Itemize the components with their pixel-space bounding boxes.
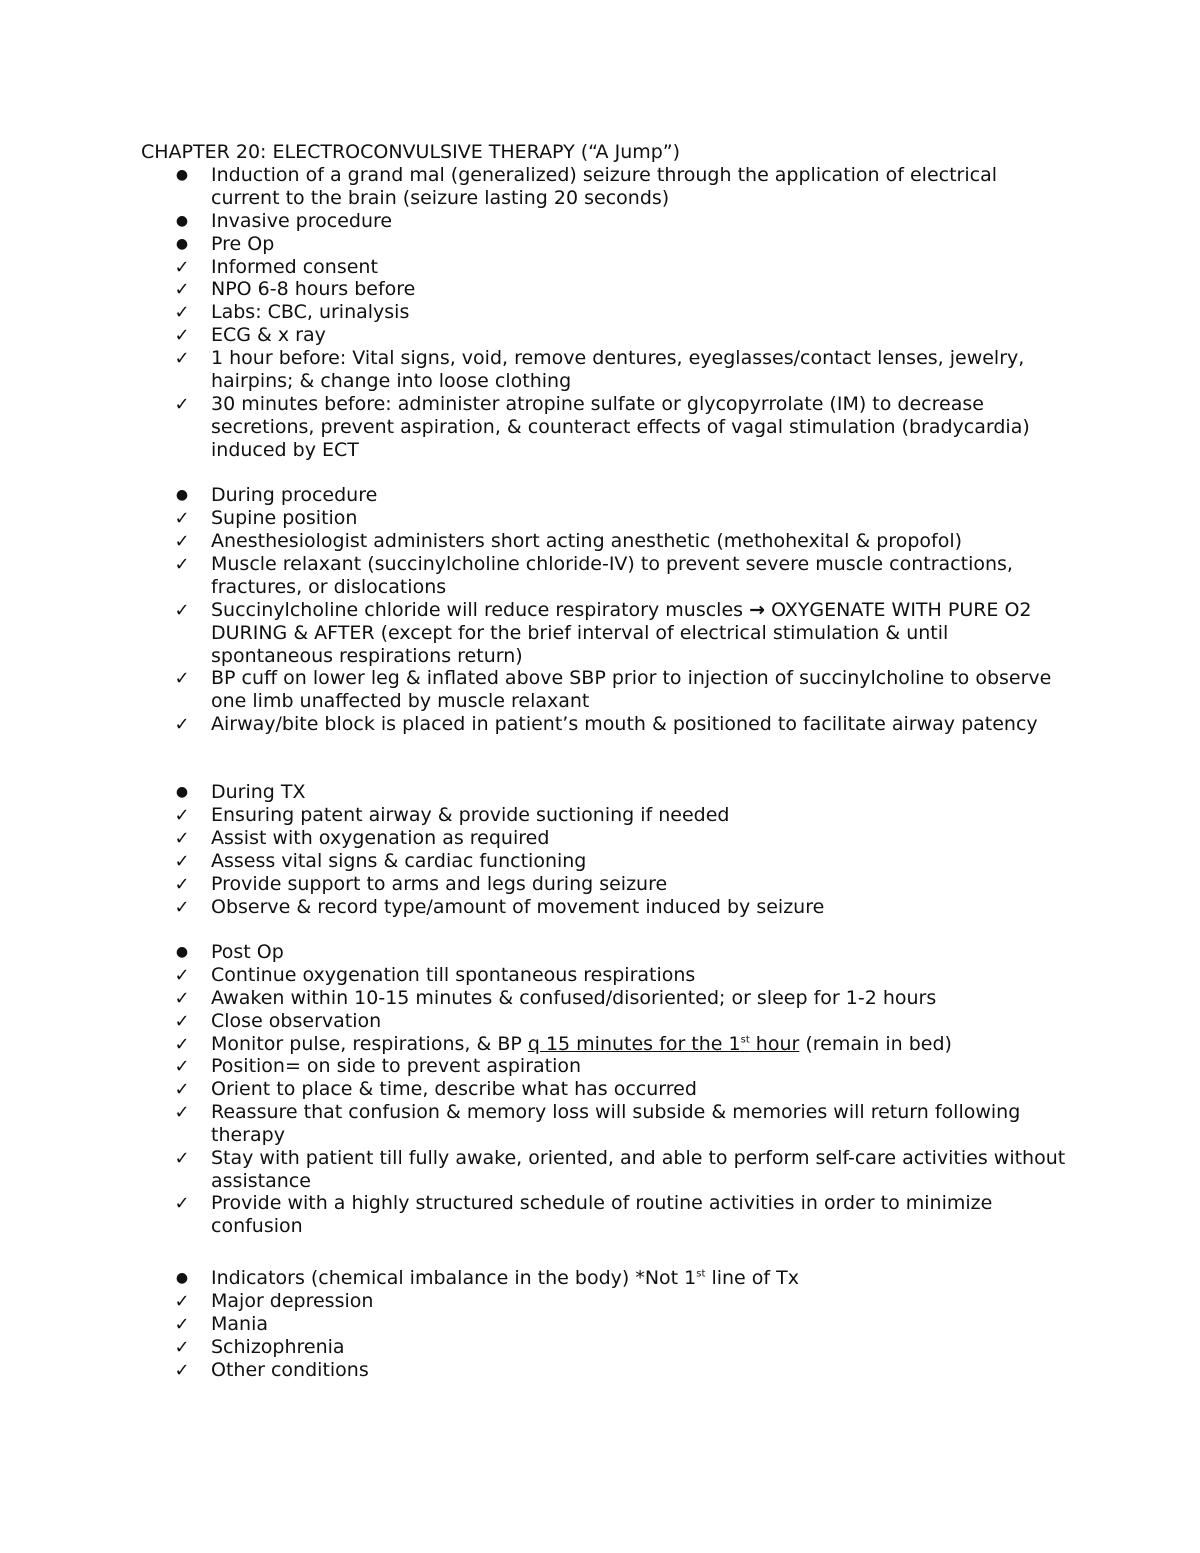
bullet-icon: ● [175,487,189,503]
bullet-icon: ● [175,236,189,252]
checkmark-icon: ✓ [174,851,190,872]
item-text [211,599,1071,668]
item-text [211,1267,1071,1290]
item-text-part: (remain in bed) [805,1033,952,1055]
checkmark-icon: ✓ [174,805,190,826]
checkmark-icon: ✓ [174,508,190,529]
bullet-icon: ● [175,167,189,183]
item-text: Major depression [211,1290,374,1312]
checkmark-icon: ✓ [174,1079,190,1100]
ordinal-suffix: st [696,1268,706,1280]
bullet-icon: ● [175,944,189,960]
checkmark-icon: ✓ [174,828,190,849]
item-text-part: Indicators (chemical imbalance in the body) *Not 1 [211,1267,697,1289]
checkmark-icon: ✓ [174,897,190,918]
checkmark-icon: ✓ [174,279,190,300]
item-text: Mania [211,1313,268,1335]
item-text: Reassure that confusion & memory loss will subside & memories will return following therapy [211,1101,1021,1146]
chapter-title: CHAPTER 20: ELECTROCONVULSIVE THERAPY (“A Jump”) [141,141,681,163]
item-text: Supine position [211,507,358,529]
item-text: Post Op [211,941,284,963]
checkmark-icon: ✓ [174,1056,190,1077]
item-text: BP cuff on lower leg & inflated above SBP prior to injection of succinylcholine to observe one limb unaffected by muscle relaxant [211,667,1052,712]
item-text: Invasive procedure [211,210,393,232]
checkmark-icon: ✓ [174,302,190,323]
item-text: Awaken within 10-15 minutes & confused/disoriented; or sleep for 1-2 hours [211,987,937,1009]
checkmark-icon: ✓ [174,325,190,346]
bullet-icon: ● [175,1270,189,1286]
item-text: Provide support to arms and legs during seizure [211,873,668,895]
checkmark-icon: ✓ [174,531,190,552]
checkmark-icon: ✓ [174,1360,190,1381]
checkmark-icon: ✓ [174,714,190,735]
checkmark-icon: ✓ [174,600,190,621]
item-text: Muscle relaxant (succinylcholine chloride-IV) to prevent severe muscle contractions, fractures, or dislocations [211,553,1013,598]
item-text: Informed consent [211,256,378,278]
item-text: Orient to place & time, describe what has occurred [211,1078,697,1100]
checkmark-icon: ✓ [174,554,190,575]
item-text: Assess vital signs & cardiac functioning [211,850,587,872]
ordinal-suffix: st [740,1034,750,1046]
item-text: ECG & x ray [211,324,326,346]
checkmark-icon: ✓ [174,1337,190,1358]
item-text: Labs: CBC, urinalysis [211,301,410,323]
checkmark-icon: ✓ [174,874,190,895]
item-text: Induction of a grand mal (generalized) seizure through the application of electrical current to the brain (seizure lasting 20 seconds) [211,164,998,209]
item-text: Position= on side to prevent aspiration [211,1055,582,1077]
item-text-part: Succinylcholine chloride will reduce respiratory muscles [211,599,744,621]
checkmark-icon: ✓ [174,348,190,369]
checkmark-icon: ✓ [174,1102,190,1123]
right-arrow-icon: → [749,599,766,621]
bullet-icon: ● [175,213,189,229]
item-text-part: line of Tx [711,1267,799,1289]
bullet-icon: ● [175,784,189,800]
item-text: Anesthesiologist administers short acting anesthetic (methohexital & propofol) [211,530,963,552]
item-text-part: Monitor pulse, respirations, & BP [211,1033,522,1055]
underlined-text [528,1033,799,1055]
item-text: Provide with a highly structured schedule of routine activities in order to minimize confusion [211,1192,993,1237]
checkmark-icon: ✓ [174,1148,190,1169]
item-text-part: q 15 minutes for the 1 [527,1033,741,1055]
checkmark-icon: ✓ [174,965,190,986]
checkmark-icon: ✓ [174,1291,190,1312]
item-text: Close observation [211,1010,382,1032]
item-text: Other conditions [211,1359,369,1381]
item-text: Assist with oxygenation as required [211,827,550,849]
item-text-part: OXYGENATE WITH PURE O2 DURING & AFTER (except for the brief interval of electrical stimulation & until spontaneous respirations return) [211,599,1032,667]
item-text-part: hour [755,1033,800,1055]
item-text: 1 hour before: Vital signs, void, remove dentures, eyeglasses/contact lenses, jewelry, hairpins; & change into loose clothing [211,347,1025,392]
checkmark-icon: ✓ [174,1034,190,1055]
item-text: During TX [211,781,306,803]
item-text: Stay with patient till fully awake, oriented, and able to perform self-care activities without assistance [211,1147,1066,1192]
item-text: Schizophrenia [211,1336,345,1358]
checkmark-icon: ✓ [174,394,190,415]
item-text: 30 minutes before: administer atropine sulfate or glycopyrrolate (IM) to decrease secretions, prevent aspiration, & counteract effects of vagal stimulation (bradycardia) induced by ECT [211,393,1030,461]
item-text: During procedure [211,484,378,506]
item-text: NPO 6-8 hours before [211,278,416,300]
item-text [211,1033,1071,1056]
item-text: Ensuring patent airway & provide suctioning if needed [211,804,730,826]
checkmark-icon: ✓ [174,988,190,1009]
item-text: Observe & record type/amount of movement induced by seizure [211,896,825,918]
item-text: Pre Op [211,233,275,255]
item-text: Continue oxygenation till spontaneous respirations [211,964,696,986]
checkmark-icon: ✓ [174,1314,190,1335]
checkmark-icon: ✓ [174,1011,190,1032]
item-text: Airway/bite block is placed in patient’s mouth & positioned to facilitate airway patency [211,713,1038,735]
checkmark-icon: ✓ [174,257,190,278]
checkmark-icon: ✓ [174,1193,190,1214]
checkmark-icon: ✓ [174,668,190,689]
